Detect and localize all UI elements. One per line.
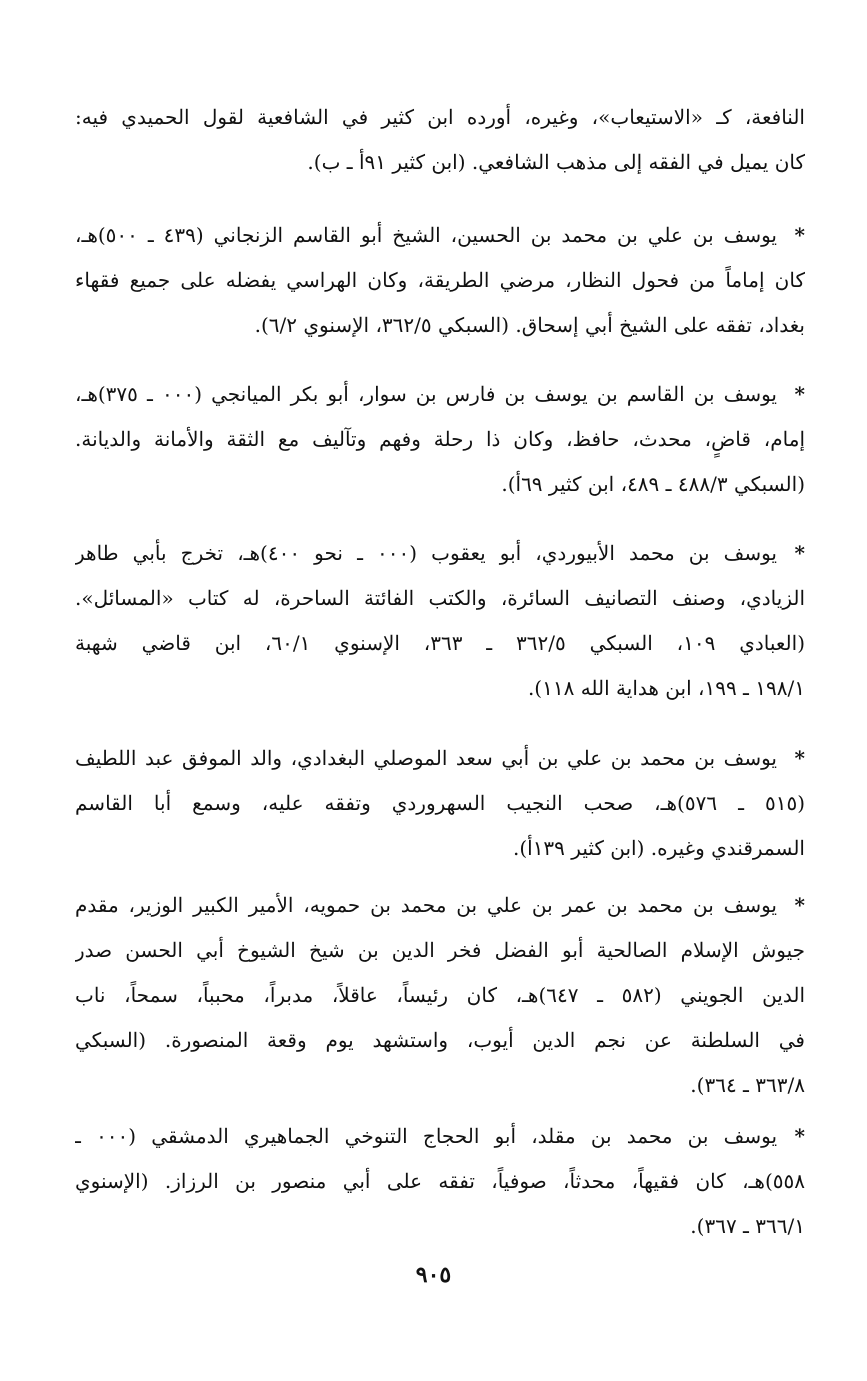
text-line: يوسف بن محمد بن علي بن أبي سعد الموصلي البغدادي، والد الموفق عبد اللطيف xyxy=(75,746,777,770)
text-line: في السلطنة عن نجم الدين أيوب، واستشهد يوم وقعة المنصورة. (السبكي xyxy=(75,1028,805,1052)
text-line: (٥١٥ ـ ٥٧٦)هـ، صحب النجيب السهروردي وتفقه عليه، وسمع أبا القاسم xyxy=(75,791,805,815)
text-line: يوسف بن محمد الأبيوردي، أبو يعقوب (٠٠٠ ـ نحو ٤٠٠)هـ، تخرج بأبي طاهر xyxy=(75,541,777,565)
text-line: ٣٦٦/١ ـ ٣٦٧). xyxy=(690,1214,805,1238)
biography-entry xyxy=(75,1114,805,1249)
text-line: يوسف بن محمد بن مقلد، أبو الحجاج التنوخي الجماهيري الدمشقي (٠٠٠ ـ xyxy=(75,1124,778,1148)
page-number: ٩٠٥ xyxy=(415,1262,452,1288)
text-line: كان يميل في الفقه إلى مذهب الشافعي. (ابن كثير ٩١أ ـ ب). xyxy=(307,150,805,174)
text-line: يوسف بن محمد بن عمر بن علي بن محمد بن حمويه، الأمير الكبير الوزير، مقدم xyxy=(75,893,777,917)
biography-entry xyxy=(75,372,805,507)
biography-entry xyxy=(75,531,805,711)
text-line: الدين الجويني (٥٨٢ ـ ٦٤٧)هـ، كان رئيساً، عاقلاً، مدبراً، محبباً، سمحاً، ناب xyxy=(75,983,805,1007)
entry-marker: * xyxy=(794,223,805,247)
text-line: جيوش الإسلام الصالحية أبو الفضل فخر الدين بن شيخ الشيوخ أبي الحسن صدر xyxy=(75,938,805,962)
text-line: يوسف بن علي بن محمد بن الحسين، الشيخ أبو القاسم الزنجاني (٤٣٩ ـ ٥٠٠)هـ، xyxy=(75,223,778,247)
text-line: كان إماماً من فحول النظار، مرضي الطريقة، وكان الهراسي يفضله على جميع فقهاء xyxy=(75,268,805,292)
text-line: الزيادي، وصنف التصانيف السائرة، والكتب الفائتة الساحرة، له كتاب «المسائل». xyxy=(75,586,805,610)
biography-entry xyxy=(75,213,805,348)
text-line: (العبادي ١٠٩، السبكي ٣٦٢/٥ ـ ٣٦٣، الإسنوي ٦٠/١، ابن قاضي شهبة xyxy=(75,631,805,655)
text-line: النافعة، كـ «الاستيعاب»، وغيره، أورده ابن كثير في الشافعية لقول الحميدي فيه: xyxy=(75,105,805,129)
text-line: يوسف بن القاسم بن يوسف بن فارس بن سوار، أبو بكر الميانجي (٠٠٠ ـ ٣٧٥)هـ، xyxy=(75,382,777,406)
text-line: ١٩٨/١ ـ ١٩٩، ابن هداية الله ١١٨). xyxy=(527,676,805,700)
biography-entry xyxy=(75,736,805,871)
entry-marker: * xyxy=(794,541,805,565)
entry-marker: * xyxy=(794,893,805,917)
text-line: (السبكي ٤٨٨/٣ ـ ٤٨٩، ابن كثير ٦٩أ). xyxy=(501,472,805,496)
text-line: إمام، قاضٍ، محدث، حافظ، وكان ذا رحلة وفهم وتآليف مع الثقة والأمانة والديانة. xyxy=(75,427,805,451)
text-line: السمرقندي وغيره. (ابن كثير ١٣٩أ). xyxy=(512,836,805,860)
entry-continuation xyxy=(75,95,805,185)
entry-marker: * xyxy=(794,382,805,406)
entry-marker: * xyxy=(794,1124,805,1148)
biography-entry xyxy=(75,883,805,1108)
text-line: ٣٦٣/٨ ـ ٣٦٤). xyxy=(690,1073,805,1097)
entry-marker: * xyxy=(794,746,805,770)
text-line: بغداد، تفقه على الشيخ أبي إسحاق. (السبكي ٣٦٢/٥، الإسنوي ٦/٢). xyxy=(254,313,805,337)
text-line: ٥٥٨)هـ، كان فقيهاً، محدثاً، صوفياً، تفقه على أبي منصور بن الرزاز. (الإسنوي xyxy=(75,1169,805,1193)
